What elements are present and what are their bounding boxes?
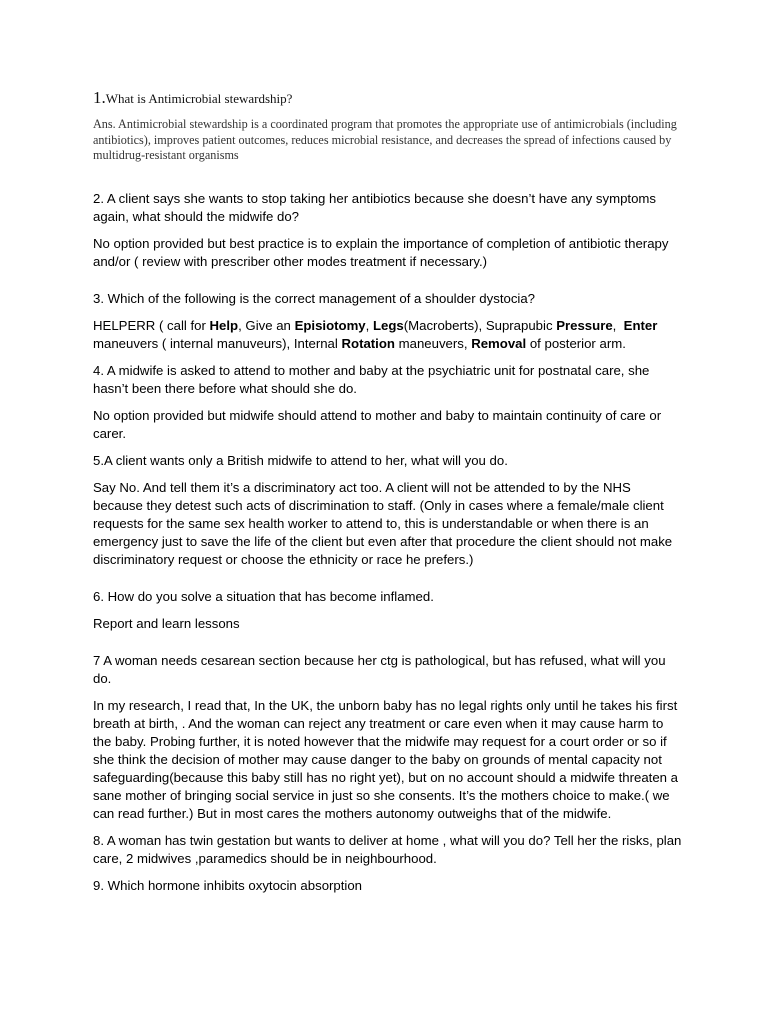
question-8: 8. A woman has twin gestation but wants to deliver at home , what will you do? Tell her the risks, plan care, 2 midwives ,paramedics should be in neighbourhood. — [93, 832, 682, 866]
helperr-legs: Legs — [372, 317, 404, 333]
question-3: 3. Which of the following is the correct management of a shoulder dystocia? — [93, 290, 536, 306]
helperr-pressure: Pressure — [556, 317, 613, 333]
helperr-removal: Removal — [471, 335, 527, 351]
document-page — [93, 88, 683, 904]
question-4: 4. A midwife is asked to attend to mother and baby at the psychiatric unit for postnatal care, she hasn’t been there before what should she do. — [93, 362, 650, 396]
answer-4: No option provided but midwife should attend to mother and baby to maintain continuity of care or carer. — [93, 407, 662, 441]
question-5: 5.A client wants only a British midwife to attend to her, what will you do. — [93, 452, 508, 468]
answer-1: Ans. Antimicrobial stewardship is a coordinated program that promotes the appropriate use of antimicrobials (including antibiotics), improves patient outcomes, reduces microbial resistance, and decreases the spread of infections caused by multidrug-resistant organisms — [93, 117, 677, 162]
question-9: 9. Which hormone inhibits oxytocin absorption — [93, 877, 363, 893]
answer-2: No option provided but best practice is to explain the importance of completion of antibiotic therapy and/or ( review with prescriber other modes treatment if necessary.) — [93, 235, 669, 269]
question-6: 6. How do you solve a situation that has become inflamed. — [93, 588, 434, 604]
helperr-help: Help — [209, 317, 239, 333]
answer-6: Report and learn lessons — [93, 615, 240, 631]
helperr-rotation: Rotation — [341, 335, 395, 351]
helperr-episiotomy: Episiotomy — [294, 317, 366, 333]
question-7: 7 A woman needs cesarean section because her ctg is pathological, but has refused, what will you do. — [93, 652, 666, 686]
question-1-number: 1. — [93, 88, 106, 107]
answer-5: Say No. And tell them it’s a discriminatory act too. A client will not be attended to by the NHS because they detest such acts of discrimination to staff. (Only in cases where a female/male client requests for the same sex health worker to attend to, this is understandable or when there is an emergency just to save the life of the client but even after that procedure the client should not make discriminatory request or choose the ethnicity or race he prefers.) — [93, 479, 673, 567]
answer-3: HELPERR ( call for Help, Give an Episiotomy, Legs(Macroberts), Suprapubic Pressure, Enter maneuvers ( internal manuveurs), Internal Rotation maneuvers, Removal of posterior arm. — [93, 317, 658, 351]
question-2: 2. A client says she wants to stop taking her antibiotics because she doesn’t have any symptoms again, what should the midwife do? — [93, 190, 656, 224]
question-1 — [93, 88, 683, 108]
answer-7: In my research, I read that, In the UK, the unborn baby has no legal rights only until he takes his first breath at birth, . And the woman can reject any treatment or care even when it may cause harm to the baby. Probing further, it is noted however that the midwife may request for a court order or so if she think the decision of mother may cause danger to the baby on grounds of mental capacity not safeguarding(because this baby still has no right yet), but on no account should a midwife threaten a sane mother of bringing social service in just so she consents. It’s the mothers choice to make.( we can read further.) But in most cares the mothers autonomy outweighs that of the midwife. — [93, 697, 679, 821]
helperr-enter: Enter — [623, 317, 658, 333]
question-1-text: What is Antimicrobial stewardship? — [105, 91, 293, 106]
